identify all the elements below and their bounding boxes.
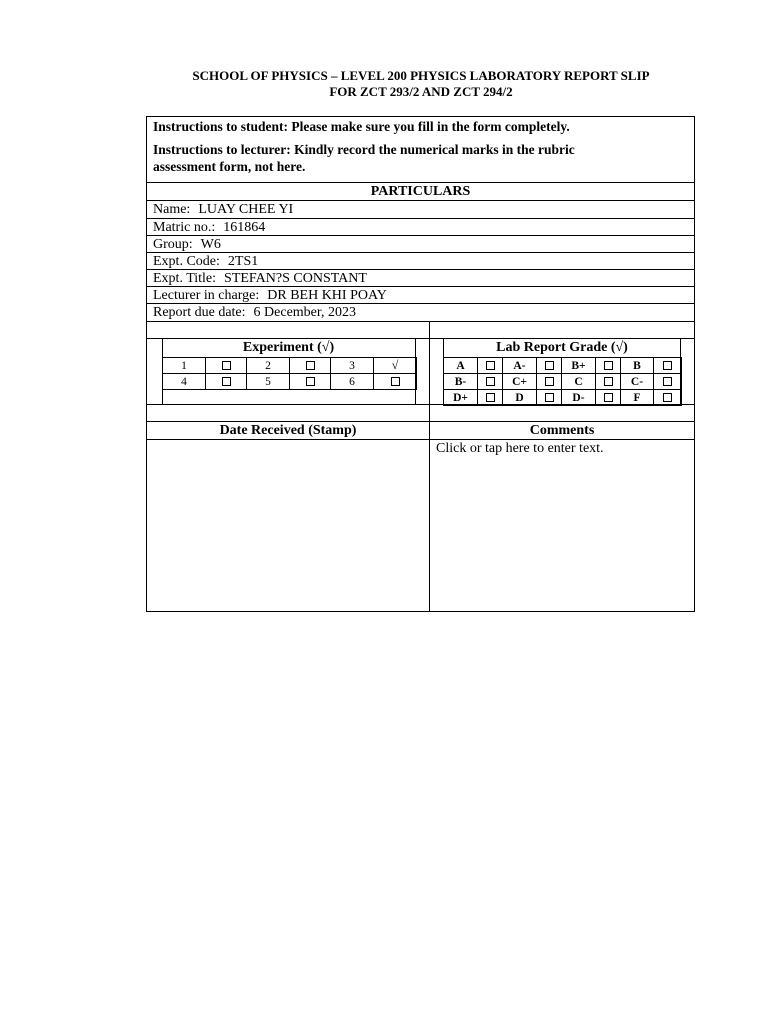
grade-c-minus-checkbox[interactable] xyxy=(654,374,682,390)
grade-d-plus-checkbox[interactable] xyxy=(478,390,503,406)
comments-heading: Comments xyxy=(529,423,595,438)
report-slip-form xyxy=(146,116,695,612)
field-lecturer[interactable] xyxy=(147,286,694,303)
field-expt-code[interactable] xyxy=(147,252,694,269)
experiment-5-checkbox[interactable] xyxy=(290,374,331,390)
grade-row xyxy=(444,358,682,374)
field-name-label: Name: xyxy=(153,202,191,217)
grade-c-plus-checkbox[interactable] xyxy=(537,374,562,390)
experiment-table xyxy=(162,357,417,390)
grade-c-checkbox[interactable] xyxy=(596,374,621,390)
column-divider xyxy=(429,321,430,612)
field-expt-title[interactable] xyxy=(147,269,694,286)
title-line-1: SCHOOL OF PHYSICS – LEVEL 200 PHYSICS LABORATORY REPORT SLIP xyxy=(192,68,650,83)
title-line-2: FOR ZCT 293/2 AND ZCT 294/2 xyxy=(329,84,513,99)
field-expt-title-value[interactable]: STEFAN?S CONSTANT xyxy=(224,271,367,286)
grade-a-minus-checkbox[interactable] xyxy=(537,358,562,374)
grade-label: A- xyxy=(503,358,537,374)
experiment-2-checkbox[interactable] xyxy=(290,358,331,374)
instruction-student: Instructions to student: Please make sure you fill in the form completely. xyxy=(153,119,570,134)
grade-table xyxy=(443,357,682,406)
grade-f-checkbox[interactable] xyxy=(654,390,682,406)
instruction-lecturer-line-1: Instructions to lecturer: Kindly record the numerical marks in the rubric xyxy=(153,142,575,157)
report-title xyxy=(146,68,696,100)
checkmark-icon: √ xyxy=(391,358,399,372)
experiment-6-checkbox[interactable] xyxy=(374,374,417,390)
field-group-label: Group: xyxy=(153,237,193,252)
experiment-number: 3 xyxy=(331,358,374,374)
experiment-row xyxy=(163,358,417,374)
field-expt-title-label: Expt. Title: xyxy=(153,271,217,286)
experiment-row xyxy=(163,374,417,390)
grade-a-checkbox[interactable] xyxy=(478,358,503,374)
field-name[interactable] xyxy=(147,200,694,218)
grade-label: A xyxy=(444,358,478,374)
date-received-stamp-area[interactable] xyxy=(147,440,429,611)
particulars-heading: PARTICULARS xyxy=(147,182,694,200)
divider-empty-row xyxy=(147,321,694,322)
grade-d-checkbox[interactable] xyxy=(537,390,562,406)
grade-label: C+ xyxy=(503,374,537,390)
grade-label: B xyxy=(621,358,654,374)
grade-label: C xyxy=(562,374,596,390)
experiment-number: 4 xyxy=(163,374,206,390)
grade-row xyxy=(444,374,682,390)
instruction-lecturer-line-2: assessment form, not here. xyxy=(153,159,306,174)
field-matric-value[interactable]: 161864 xyxy=(223,220,266,235)
field-due-date-value[interactable]: 6 December, 2023 xyxy=(253,305,356,320)
grade-label: B+ xyxy=(562,358,596,374)
field-lecturer-label: Lecturer in charge: xyxy=(153,288,260,303)
field-due-date-label: Report due date: xyxy=(153,305,246,320)
grade-d-minus-checkbox[interactable] xyxy=(596,390,621,406)
field-expt-code-value[interactable]: 2TS1 xyxy=(227,254,259,269)
field-matric-label: Matric no.: xyxy=(153,220,216,235)
experiment-4-checkbox[interactable] xyxy=(206,374,247,390)
field-expt-code-label: Expt. Code: xyxy=(153,254,220,269)
grade-label: C- xyxy=(621,374,654,390)
grade-label: B- xyxy=(444,374,478,390)
field-group[interactable] xyxy=(147,235,694,252)
grade-b-plus-checkbox[interactable] xyxy=(596,358,621,374)
experiment-number: 6 xyxy=(331,374,374,390)
grade-b-checkbox[interactable] xyxy=(654,358,682,374)
experiment-number: 2 xyxy=(247,358,290,374)
field-group-value[interactable]: W6 xyxy=(200,237,221,252)
grade-label: D xyxy=(503,390,537,406)
grade-label: D+ xyxy=(444,390,478,406)
experiment-heading: Experiment (√) xyxy=(242,340,335,355)
grade-b-minus-checkbox[interactable] xyxy=(478,374,503,390)
field-matric-no[interactable] xyxy=(147,218,694,235)
grade-label: D- xyxy=(562,390,596,406)
experiment-number: 5 xyxy=(247,374,290,390)
field-lecturer-value[interactable]: DR BEH KHI POAY xyxy=(267,288,387,303)
experiment-3-checkmark[interactable] xyxy=(374,358,417,374)
grade-label: F xyxy=(621,390,654,406)
experiment-number: 1 xyxy=(163,358,206,374)
field-name-value[interactable]: LUAY CHEE YI xyxy=(198,202,294,217)
grade-row xyxy=(444,390,682,406)
date-received-heading: Date Received (Stamp) xyxy=(219,423,357,438)
comments-input[interactable]: Click or tap here to enter text. xyxy=(436,441,604,456)
experiment-1-checkbox[interactable] xyxy=(206,358,247,374)
grade-heading: Lab Report Grade (√) xyxy=(496,340,628,355)
field-due-date[interactable] xyxy=(147,303,694,321)
